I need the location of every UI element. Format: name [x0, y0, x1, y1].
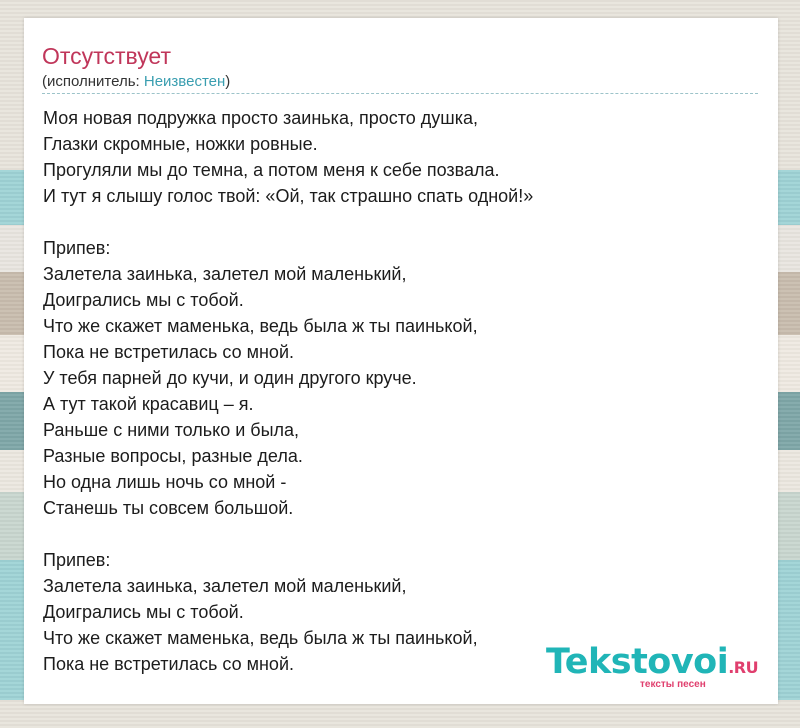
lyric-line: Доигрались мы с тобой.	[43, 602, 244, 622]
lyric-line: Залетела заинька, залетел мой маленький,	[43, 576, 407, 596]
artist-suffix: )	[225, 73, 231, 90]
lyric-line: Припев:	[43, 238, 111, 258]
lyrics-card	[24, 18, 778, 704]
lyric-line: Залетела заинька, залетел мой маленький,	[43, 264, 407, 284]
lyric-line: Прогуляли мы до темна, а потом меня к себе позвала.	[43, 160, 500, 180]
lyric-line: Пока не встретилась со мной.	[43, 654, 294, 674]
lyric-line: Станешь ты совсем большой.	[43, 498, 294, 518]
lyric-line: Но одна лишь ночь со мной -	[43, 472, 287, 492]
lyric-line: Моя новая подружка просто заинька, просто душка,	[43, 108, 479, 128]
lyric-line: Припев:	[43, 550, 111, 570]
song-title: Отсутствует	[42, 43, 171, 69]
lyric-line	[43, 209, 533, 235]
lyric-line: У тебя парней до кучи, и один другого круче.	[43, 368, 417, 388]
lyric-line: Раньше с ними только и была,	[43, 420, 300, 440]
lyric-line: Разные вопросы, разные дела.	[43, 446, 303, 466]
logo-name: Tekstovoi	[546, 642, 729, 682]
lyrics-text	[43, 105, 533, 677]
lyric-line: Доигрались мы с тобой.	[43, 290, 244, 310]
artist-link[interactable]: Неизвестен	[143, 73, 226, 90]
artist-line	[42, 73, 230, 91]
lyric-line	[43, 521, 533, 547]
lyric-line: Пока не встретилась со мной.	[43, 342, 294, 362]
lyric-line: А тут такой красавиц – я.	[43, 394, 254, 414]
lyric-line: И тут я слышу голос твой: «Ой, так страшно спать одной!»	[43, 186, 534, 206]
logo-tagline: тексты песен	[640, 679, 706, 690]
lyric-line: Что же скажет маменька, ведь была ж ты паинькой,	[43, 628, 478, 648]
artist-prefix: (исполнитель:	[42, 73, 144, 90]
title-divider	[42, 93, 758, 94]
lyric-line: Глазки скромные, ножки ровные.	[43, 134, 318, 154]
logo-tld: .RU	[728, 658, 759, 677]
lyric-line: Что же скажет маменька, ведь была ж ты паинькой,	[43, 316, 478, 336]
